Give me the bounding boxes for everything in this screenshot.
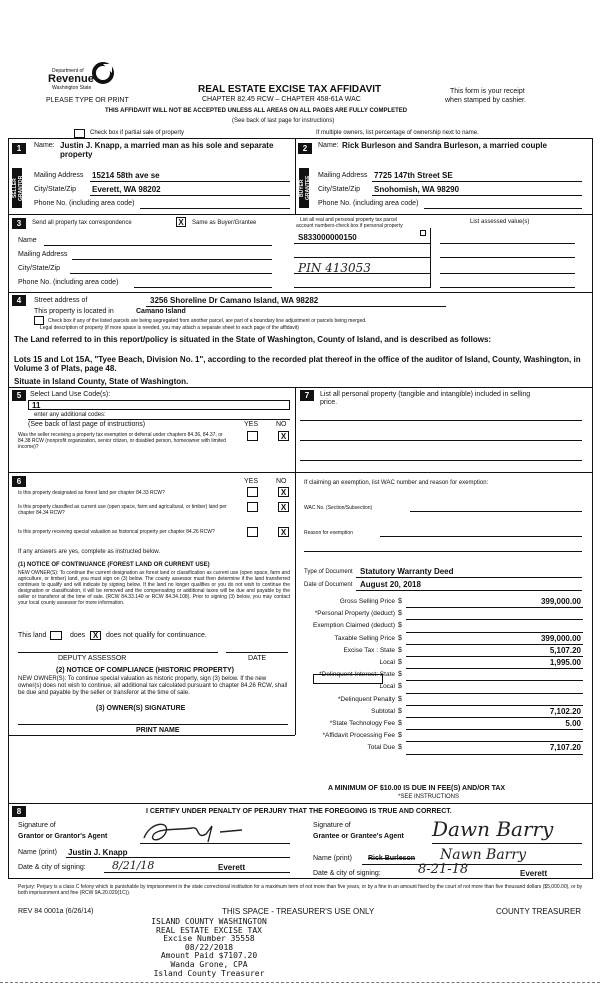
seller-mailing-label: Mailing Address — [34, 172, 84, 179]
s6-yes-header: YES — [244, 478, 259, 485]
additional-codes-rule — [28, 419, 290, 420]
grantee-name-rule — [362, 864, 582, 865]
seller-mailing-rule — [90, 181, 290, 182]
form-revision: REV 84 0001a (6/26/14) — [18, 908, 94, 915]
perjury-note: Perjury: Perjury is a class C felony which is punishable by imprisonment in the state correctional institution for a maximum term of not more than five years, or by a fine in an amount fixed by the court of not more than five thousand dollars ($5,000.00), or by both imprisonment and fine (RCW 9A.20.020(1C)). — [18, 884, 583, 896]
tax-row-label: *Delinquent Penalty — [337, 695, 395, 703]
reason-rule-1 — [380, 536, 582, 537]
treasurer-space-label: THIS SPACE - TREASURER'S USE ONLY — [222, 907, 375, 916]
tax-row-currency: $ — [398, 671, 402, 679]
corr-name-rule — [44, 245, 272, 246]
land-use-code-field[interactable] — [28, 400, 290, 410]
grantor-signature-rule — [140, 843, 290, 844]
wac-number-rule — [410, 511, 582, 512]
column-divider-mid — [295, 387, 296, 735]
does-not-label: does not qualify for continuance. — [106, 632, 207, 639]
parcel-rule-2 — [294, 257, 430, 258]
wac-number-label: WAC No. (Section/Subsection) — [304, 505, 373, 511]
form-title: REAL ESTATE EXCISE TAX AFFIDAVIT — [198, 84, 382, 95]
tax-row-label: *Affidavit Processing Fee — [322, 732, 395, 740]
buyer-phone-rule — [424, 208, 582, 209]
current-use-question: Is this property classified as current use (open space, farm and agricultural, or timber) land per chapter 84.34 RCW? — [18, 504, 227, 516]
stamp-line: ISLAND COUNTY WASHINGTON — [151, 917, 267, 926]
assessed-header: List assessed value(s) — [470, 219, 530, 225]
grantee-signature: Dawn Barry — [432, 817, 554, 841]
section-7-number: 7 — [300, 390, 314, 401]
forest-no-checkbox[interactable]: X — [278, 487, 289, 497]
exemption-no-checkbox[interactable]: X — [278, 431, 289, 441]
historic-yes-checkbox[interactable] — [247, 527, 258, 537]
send-correspondence-label: Send all property tax correspondence — [32, 220, 132, 226]
notice1-title: (1) NOTICE OF CONTINUANCE (FOREST LAND OR CURRENT USE) — [18, 562, 210, 568]
parcel-rule-4 — [294, 287, 430, 288]
tax-row-value: 7,107.20 — [549, 743, 581, 753]
buyer-city-rule — [372, 195, 582, 196]
additional-codes-label: enter any additional codes: — [34, 412, 106, 418]
parcel-rule-1 — [294, 243, 430, 244]
tax-row-value: 5.00 — [565, 719, 581, 728]
tax-row-currency: $ — [398, 732, 402, 740]
tax-row-label: *Personal Property (deduct) — [314, 610, 395, 618]
buyer-mailing: 7725 147th Street SE — [374, 171, 453, 180]
tax-row — [300, 694, 585, 706]
street-rule — [146, 306, 446, 307]
stamp-line: Excise Number 35558 — [163, 934, 255, 944]
stamp-line: Amount Paid $7107.20 — [160, 951, 258, 961]
tax-row — [300, 645, 585, 657]
section-1-number: 1 — [12, 143, 26, 154]
does-not-checkbox[interactable]: X — [90, 631, 101, 640]
section-5-number: 5 — [12, 390, 26, 401]
tax-row-label: Local — [379, 683, 395, 691]
section-7-bottom — [8, 803, 593, 804]
logo-swoosh-icon — [92, 62, 114, 84]
print-name-label: PRINT NAME — [136, 727, 180, 734]
section-6-number: 6 — [12, 476, 26, 487]
grantee-signature-rule — [432, 843, 582, 844]
notice2-body: NEW OWNER(S): To continue special valuation as historic property, sign (3) below. If the new owner(s) does not wish to continue, all additional tax calculated pursuant to chapter 84.26 RCW, shall be due and payable by the seller or transferor at the time of sale. — [18, 676, 288, 696]
tax-row-currency: $ — [398, 707, 402, 715]
seller-city: Everett, WA 98202 — [92, 185, 161, 194]
grantor-signature-of: Signature of — [18, 822, 56, 829]
doc-type-rule — [356, 577, 582, 578]
doc-date: August 20, 2018 — [360, 580, 421, 589]
s6-no-header: NO — [276, 478, 287, 485]
does-label: does — [70, 632, 86, 639]
section-3-number: 3 — [12, 218, 26, 229]
section-2-number: 2 — [298, 143, 312, 154]
receipt-note-1: This form is your receipt — [450, 88, 525, 95]
same-as-buyer-checkbox[interactable]: X — [176, 217, 186, 227]
section-4-bottom — [8, 387, 593, 388]
legal-description-1: The Land referred to in this report/policy is situated in the State of Washington, County of Island, and is described as follows: — [14, 335, 492, 344]
this-land-label: This land — [18, 632, 47, 639]
revenue-logo — [44, 62, 116, 92]
please-type: PLEASE TYPE OR PRINT — [46, 97, 129, 104]
assessed-rule-2 — [440, 257, 575, 258]
tax-row-label: Gross Selling Price — [339, 598, 395, 605]
tax-row-currency: $ — [398, 610, 402, 618]
does-checkbox[interactable] — [50, 631, 62, 640]
tax-row — [300, 657, 585, 669]
stamp-line: 08/22/2018 — [184, 942, 234, 952]
buyer-city-label: City/State/Zip — [318, 186, 361, 193]
located-in: Camano Island — [136, 308, 186, 315]
corr-name-label: Name — [18, 237, 37, 244]
section-3-bottom — [8, 292, 593, 293]
wac-claim-label: If claiming an exemption, list WAC number and reason for exemption: — [304, 480, 489, 486]
grantee-name-label: Name (print) — [313, 855, 352, 862]
bottom-edge-rule — [0, 982, 600, 983]
corr-mailing-rule — [72, 259, 272, 260]
see-instructions-note: *SEE INSTRUCTIONS — [398, 794, 460, 800]
parcel-pin-handwritten: PIN 413053 — [298, 261, 371, 275]
local-jurisdiction-field[interactable] — [313, 674, 383, 684]
grantee-agent-label: Grantee or Grantee's Agent — [313, 833, 404, 840]
street-address: 3256 Shoreline Dr Camano Island, WA 98282 — [150, 296, 319, 305]
segregated-note: Check box if any of the listed parcels are being segregated from another parcel, are part of a boundary line adjustment or parcels being merged. — [48, 318, 367, 324]
assessed-rule-3 — [440, 273, 575, 274]
tax-row-label: *State Technology Fee — [329, 720, 395, 727]
tax-row — [300, 706, 585, 718]
form-subtitle: CHAPTER 82.45 RCW – CHAPTER 458-61A WAC — [202, 96, 361, 103]
tax-row-currency: $ — [398, 598, 402, 605]
seller-city-rule — [90, 195, 290, 196]
grantor-name-rule — [66, 857, 290, 858]
s5-yes-header: YES — [244, 421, 259, 428]
tax-row-value: 5,107.20 — [549, 645, 581, 655]
buyer-mailing-label: Mailing Address — [318, 172, 368, 179]
street-label: Street address of — [34, 297, 88, 304]
personal-property-rule-2 — [300, 440, 582, 441]
tax-row — [300, 742, 585, 754]
grantor-date-rule — [104, 872, 290, 873]
grantee-signature-of: Signature of — [313, 822, 351, 829]
tax-row-currency: $ — [398, 744, 402, 752]
logo-state: Washington State — [52, 85, 92, 91]
tax-row-label: Local — [379, 659, 395, 666]
tax-row-currency: $ — [398, 720, 402, 727]
personal-property-label: List all personal property (tangible and intangible) included in selling price. — [320, 391, 531, 406]
tax-row-currency: $ — [398, 659, 402, 666]
buyer-city: Snohomish, WA 98290 — [374, 185, 460, 194]
tax-row-rule — [406, 754, 583, 755]
county-treasurer-label: COUNTY TREASURER — [496, 907, 582, 916]
grantee-date-label: Date & city of signing: — [313, 870, 381, 877]
deputy-date-label: DATE — [248, 655, 267, 662]
grantor-signature-icon — [140, 818, 250, 844]
current-use-yes-checkbox[interactable] — [247, 502, 258, 512]
multiple-owners-note: If multiple owners, list percentage of ownership next to name. — [316, 130, 479, 136]
tax-row — [300, 718, 585, 730]
assessed-rule-4 — [440, 287, 575, 288]
historic-no-checkbox[interactable]: X — [278, 527, 289, 537]
receipt-note-2: when stamped by cashier. — [445, 97, 526, 104]
completion-warning: THIS AFFIDAVIT WILL NOT BE ACCEPTED UNLESS ALL AREAS ON ALL PAGES ARE FULLY COMPLETED — [105, 108, 408, 114]
s5-no-header: NO — [276, 421, 287, 428]
treasurer-stamp — [134, 918, 284, 978]
notice2-title: (2) NOTICE OF COMPLIANCE (HISTORIC PROPERTY) — [56, 667, 234, 674]
grantee-name-handwritten: Nawn Barry — [440, 847, 526, 863]
tax-row — [300, 633, 585, 645]
partial-sale-checkbox[interactable] — [74, 129, 85, 138]
personal-property-rule-1 — [300, 420, 582, 421]
stamp-line: Wanda Grone, CPA — [170, 959, 248, 969]
corr-phone-rule — [134, 287, 272, 288]
doc-date-label: Date of Document — [304, 582, 353, 588]
parcel-header-2: account numbers-check box if personal property — [296, 223, 403, 229]
doc-type: Statutory Warranty Deed — [360, 567, 454, 576]
exemption-yes-checkbox[interactable] — [247, 431, 258, 441]
corr-city-rule — [70, 273, 272, 274]
reason-rule-2 — [304, 551, 582, 552]
buyer-phone-label: Phone No. (including area code) — [318, 200, 419, 207]
buyer-mailing-rule — [372, 181, 582, 182]
section-5-bottom — [8, 472, 593, 473]
forest-land-question: Is this property designated as forest land per chapter 84.33 RCW? — [18, 490, 165, 496]
tax-row-currency: $ — [398, 634, 402, 642]
legal-note: Legal description of property (if more space is needed, you may attach a separate sheet to each page of the affidavit) — [40, 325, 299, 331]
parcel-rule-3 — [294, 273, 430, 274]
buyer-name: Rick Burleson and Sandra Burleson, a married couple — [342, 141, 547, 150]
section-1-bottom — [8, 214, 593, 215]
grantor-city: Everett — [218, 863, 246, 872]
doc-date-rule — [356, 590, 582, 591]
deputy-date-rule — [226, 652, 288, 653]
tax-row-currency: $ — [398, 646, 402, 654]
parcel-number: S833000000150 — [298, 233, 357, 242]
buyer-name-label: Name: — [318, 142, 339, 149]
seller-city-label: City/State/Zip — [34, 186, 77, 193]
grantee-name-print: Rick Burleson — [368, 855, 416, 862]
segregated-checkbox[interactable] — [34, 316, 44, 325]
personal-property-rule-3 — [300, 460, 582, 461]
tax-row-value: 7,102.20 — [549, 706, 581, 716]
land-use-see-back: (See back of last page of instructions) — [28, 421, 146, 428]
tax-row-value: 1,995.00 — [549, 658, 581, 667]
tax-row-currency: $ — [398, 622, 402, 630]
exemption-question: Was the seller receiving a property tax exemption or deferral under chapters 84.36, 84.37, or 84.38 RCW (nonprofit organization, senior citizen, or disabled person, homeowner with limited income)? — [18, 432, 226, 450]
column-divider-top — [295, 138, 296, 214]
deputy-rule — [18, 652, 218, 653]
seller-name: Justin J. Knapp, a married man as his sole and separate property — [60, 141, 274, 159]
logo-name: Revenue — [48, 73, 94, 85]
notice1-body: NEW OWNER(S): To continue the current designation as forest land or classification as current use (open space, farm and agriculture, or timber) land, you must sign on (3) below. The county assessor must then determine if the land transferred continues to qualify and will indicate by signing below. If the land no longer qualifies or you do not wish to continue the designation or classification, it will be removed and the compensating or additional taxes will be due and payable by the seller or transferor at the time of sale. (RCW 84.33.140 or RCW 84.34.108). Prior to signing (3) below, you may contact your local county assessor for more information. — [18, 570, 290, 606]
tax-row — [300, 608, 585, 620]
located-in-label: This property is located in — [34, 308, 114, 315]
tax-row-label: Taxable Selling Price — [334, 634, 395, 642]
parcel-col-divider — [430, 228, 431, 288]
tax-row-label: Total Due — [367, 744, 395, 752]
tax-row-value: 399,000.00 — [540, 597, 581, 606]
grantor-name-print: Justin J. Knapp — [68, 848, 128, 857]
tax-row-label: *Delinquent Interest: State — [319, 671, 395, 679]
seller-name-label: Name: — [34, 142, 55, 149]
grantor-name-label: Name (print) — [18, 849, 57, 856]
minimum-fee-note: A MINIMUM OF $10.00 IS DUE IN FEE(S) AND/OR TAX — [328, 785, 506, 792]
grantor-date-label: Date & city of signing: — [18, 864, 86, 871]
section-6-bottom — [8, 735, 295, 736]
assessed-rule-1 — [440, 243, 575, 244]
seller-side-label: SELLER GRANTOR — [12, 168, 22, 208]
land-use-label: Select Land Use Code(s): — [30, 391, 111, 398]
corr-city-label: City/State/Zip — [18, 265, 61, 272]
section-8-number: 8 — [12, 806, 26, 817]
reason-label: Reason for exemption — [304, 530, 353, 536]
if-yes-note: If any answers are yes, complete as instructed below. — [18, 549, 161, 555]
same-as-buyer-label: Same as Buyer/Grantee — [192, 220, 257, 226]
owner-signature-title: (3) OWNER(S) SIGNATURE — [96, 705, 186, 712]
corr-mailing-label: Mailing Address — [18, 251, 68, 258]
tax-row — [300, 730, 585, 742]
seller-mailing: 15214 58th ave se — [92, 171, 160, 180]
stamp-line: Island County Treasurer — [153, 968, 265, 978]
grantor-date: 8/21/18 — [112, 859, 155, 872]
parcel-header-1: List all real and personal property tax parcel — [300, 217, 397, 223]
legal-description-2: Lots 15 and Lot 15A, "Tyee Beach, Division No. 1", according to the recorded plat thereof in the office of the auditor of Island, County, Washington, in Volume 3 of Plats, page 48. — [14, 355, 581, 373]
section-4-number: 4 — [12, 295, 26, 306]
forest-yes-checkbox[interactable] — [247, 487, 258, 497]
logo-dept: Department of — [52, 68, 84, 74]
owner-signature-rule — [18, 724, 288, 725]
see-back-note: (See back of last page for instructions) — [232, 118, 335, 124]
deputy-assessor-label: DEPUTY ASSESSOR — [58, 655, 127, 662]
tax-row — [300, 596, 585, 608]
land-use-code: 11 — [32, 401, 41, 410]
tax-row-label: Exemption Claimed (deduct) — [312, 622, 395, 630]
partial-sale-label: Check box if partial sale of property — [90, 130, 185, 136]
tax-row-currency: $ — [398, 695, 402, 703]
grantor-agent-label: Grantor or Grantor's Agent — [18, 833, 108, 840]
current-use-no-checkbox[interactable]: X — [278, 502, 289, 512]
stamp-line: REAL ESTATE EXCISE TAX — [156, 925, 262, 935]
legal-description-3: Situate in Island County, State of Washington. — [14, 377, 189, 386]
doc-type-label: Type of Document — [304, 569, 353, 575]
grantee-city: Everett — [520, 869, 548, 878]
certify-statement: I CERTIFY UNDER PENALTY OF PERJURY THAT THE FOREGOING IS TRUE AND CORRECT. — [146, 808, 452, 815]
tax-row-value: 399,000.00 — [540, 633, 581, 643]
corr-phone-label: Phone No. (including area code) — [18, 279, 119, 286]
historic-question: Is this property receiving special valuation as historical property per chapter 84.26 RCW? — [18, 529, 215, 535]
grantee-date-rule — [404, 878, 582, 879]
tax-row-label: Excise Tax : State — [343, 646, 395, 654]
personal-property-checkbox-1[interactable] — [420, 230, 426, 236]
seller-phone-rule — [140, 208, 290, 209]
buyer-side-label: BUYER GRANTEE — [299, 168, 309, 208]
tax-row-label: Subtotal — [371, 707, 395, 715]
seller-phone-label: Phone No. (including area code) — [34, 200, 135, 207]
grantee-date: 8-21-18 — [418, 862, 469, 877]
tax-row — [300, 620, 585, 632]
tax-row-currency: $ — [398, 683, 402, 691]
